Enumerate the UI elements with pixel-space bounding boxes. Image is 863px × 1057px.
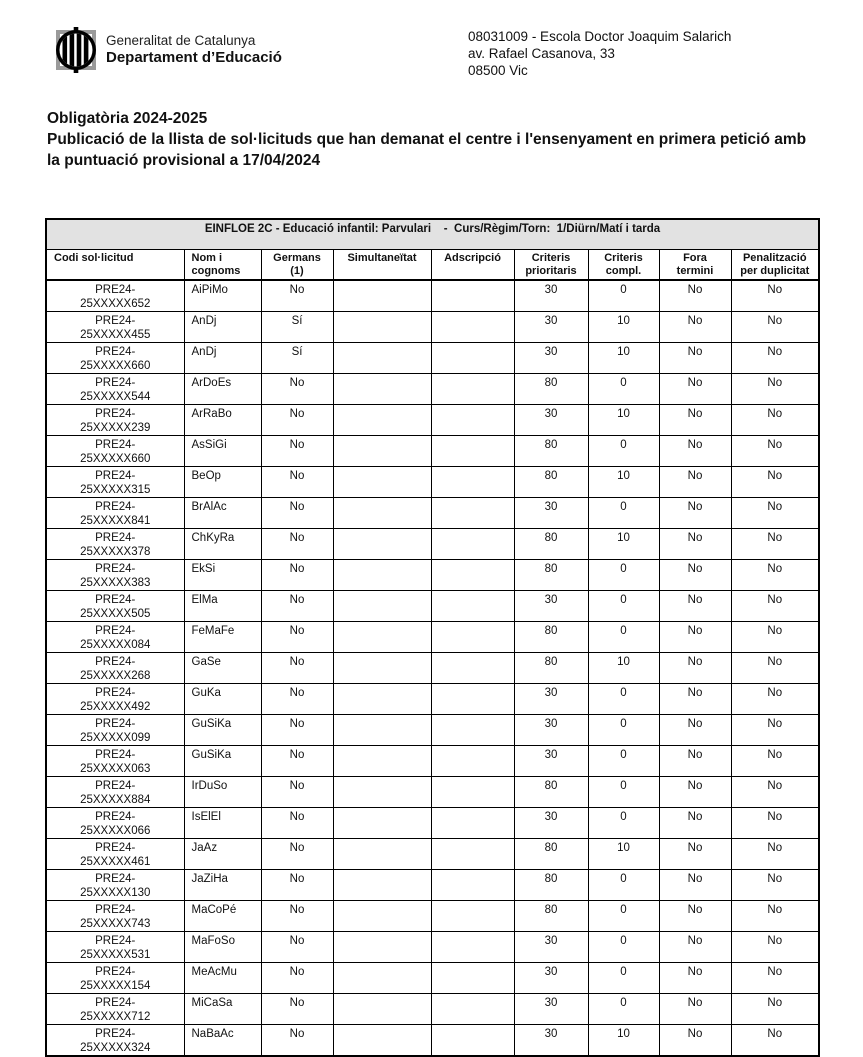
cell-nom: GuKa bbox=[184, 684, 261, 715]
cell-simultaneitat bbox=[333, 653, 431, 684]
cell-criteris_compl: 0 bbox=[588, 963, 659, 994]
column-header-germans: Germans (1) bbox=[261, 250, 333, 281]
table-row bbox=[46, 653, 819, 684]
cell-germans: No bbox=[261, 963, 333, 994]
cell-nom: AnDj bbox=[184, 343, 261, 374]
cell-criteris_compl: 0 bbox=[588, 280, 659, 312]
cell-simultaneitat bbox=[333, 994, 431, 1025]
cell-fora_termini: No bbox=[659, 715, 731, 746]
cell-germans: No bbox=[261, 374, 333, 405]
cell-adscripcio bbox=[431, 591, 514, 622]
cell-codi: PRE24- 25XXXXX324 bbox=[46, 1025, 184, 1057]
cell-simultaneitat bbox=[333, 591, 431, 622]
column-header-criteris_prioritaris: Criteris prioritaris bbox=[514, 250, 588, 281]
cell-nom: AnDj bbox=[184, 312, 261, 343]
table-row bbox=[46, 777, 819, 808]
cell-penalitzacio: No bbox=[731, 715, 819, 746]
cell-adscripcio bbox=[431, 343, 514, 374]
table-row bbox=[46, 839, 819, 870]
cell-fora_termini: No bbox=[659, 746, 731, 777]
table-row bbox=[46, 1025, 819, 1057]
cell-codi: PRE24- 25XXXXX084 bbox=[46, 622, 184, 653]
cell-fora_termini: No bbox=[659, 374, 731, 405]
cell-codi: PRE24- 25XXXXX455 bbox=[46, 312, 184, 343]
table-row bbox=[46, 622, 819, 653]
cell-fora_termini: No bbox=[659, 560, 731, 591]
document-title bbox=[47, 108, 809, 171]
cell-penalitzacio: No bbox=[731, 963, 819, 994]
cell-germans: No bbox=[261, 839, 333, 870]
cell-simultaneitat bbox=[333, 963, 431, 994]
cell-germans: No bbox=[261, 653, 333, 684]
cell-fora_termini: No bbox=[659, 808, 731, 839]
cell-nom: JaAz bbox=[184, 839, 261, 870]
cell-fora_termini: No bbox=[659, 994, 731, 1025]
cell-fora_termini: No bbox=[659, 436, 731, 467]
cell-nom: BrAlAc bbox=[184, 498, 261, 529]
cell-criteris_compl: 0 bbox=[588, 777, 659, 808]
cell-criteris_compl: 10 bbox=[588, 312, 659, 343]
cell-criteris_compl: 0 bbox=[588, 591, 659, 622]
cell-criteris_prioritaris: 30 bbox=[514, 746, 588, 777]
cell-simultaneitat bbox=[333, 529, 431, 560]
cell-penalitzacio: No bbox=[731, 777, 819, 808]
cell-codi: PRE24- 25XXXXX154 bbox=[46, 963, 184, 994]
org-logo-block bbox=[55, 27, 282, 79]
cell-criteris_prioritaris: 30 bbox=[514, 591, 588, 622]
table-row bbox=[46, 498, 819, 529]
cell-penalitzacio: No bbox=[731, 498, 819, 529]
cell-nom: ElMa bbox=[184, 591, 261, 622]
cell-fora_termini: No bbox=[659, 963, 731, 994]
cell-criteris_prioritaris: 80 bbox=[514, 560, 588, 591]
cell-nom: GuSiKa bbox=[184, 715, 261, 746]
cell-adscripcio bbox=[431, 932, 514, 963]
cell-penalitzacio: No bbox=[731, 405, 819, 436]
cell-adscripcio bbox=[431, 498, 514, 529]
cell-criteris_compl: 0 bbox=[588, 808, 659, 839]
cell-criteris_prioritaris: 30 bbox=[514, 808, 588, 839]
edition-title: Obligatòria 2024-2025 bbox=[47, 110, 208, 127]
cell-criteris_compl: 0 bbox=[588, 715, 659, 746]
cell-codi: PRE24- 25XXXXX884 bbox=[46, 777, 184, 808]
cell-codi: PRE24- 25XXXXX099 bbox=[46, 715, 184, 746]
cell-adscripcio bbox=[431, 777, 514, 808]
cell-codi: PRE24- 25XXXXX660 bbox=[46, 343, 184, 374]
table-caption-row bbox=[46, 219, 819, 250]
cell-germans: No bbox=[261, 467, 333, 498]
cell-penalitzacio: No bbox=[731, 467, 819, 498]
cell-simultaneitat bbox=[333, 405, 431, 436]
school-address: av. Rafael Casanova, 33 bbox=[468, 46, 615, 61]
cell-nom: FeMaFe bbox=[184, 622, 261, 653]
cell-simultaneitat bbox=[333, 467, 431, 498]
cell-simultaneitat bbox=[333, 715, 431, 746]
cell-criteris_compl: 10 bbox=[588, 1025, 659, 1057]
cell-adscripcio bbox=[431, 963, 514, 994]
cell-adscripcio bbox=[431, 653, 514, 684]
cell-fora_termini: No bbox=[659, 280, 731, 312]
cell-criteris_prioritaris: 80 bbox=[514, 529, 588, 560]
cell-nom: GuSiKa bbox=[184, 746, 261, 777]
cell-criteris_prioritaris: 80 bbox=[514, 870, 588, 901]
cell-nom: AiPiMo bbox=[184, 280, 261, 312]
table-row bbox=[46, 436, 819, 467]
cell-nom: EkSi bbox=[184, 560, 261, 591]
cell-penalitzacio: No bbox=[731, 839, 819, 870]
cell-adscripcio bbox=[431, 839, 514, 870]
cell-criteris_prioritaris: 30 bbox=[514, 1025, 588, 1057]
school-code-name: 08031009 - Escola Doctor Joaquim Salarich bbox=[468, 29, 732, 44]
cell-criteris_prioritaris: 30 bbox=[514, 498, 588, 529]
cell-adscripcio bbox=[431, 715, 514, 746]
table-row bbox=[46, 591, 819, 622]
cell-codi: PRE24- 25XXXXX841 bbox=[46, 498, 184, 529]
generalitat-logo-icon bbox=[55, 27, 97, 73]
org-department: Departament d’Educació bbox=[106, 49, 282, 66]
table-row bbox=[46, 529, 819, 560]
cell-germans: No bbox=[261, 746, 333, 777]
cell-penalitzacio: No bbox=[731, 436, 819, 467]
cell-criteris_prioritaris: 80 bbox=[514, 467, 588, 498]
cell-germans: No bbox=[261, 1025, 333, 1057]
cell-criteris_compl: 0 bbox=[588, 684, 659, 715]
cell-adscripcio bbox=[431, 280, 514, 312]
table-row bbox=[46, 343, 819, 374]
table-header-row bbox=[46, 250, 819, 281]
cell-codi: PRE24- 25XXXXX492 bbox=[46, 684, 184, 715]
cell-fora_termini: No bbox=[659, 932, 731, 963]
column-header-nom: Nom i cognoms bbox=[184, 250, 261, 281]
cell-germans: No bbox=[261, 808, 333, 839]
cell-criteris_compl: 0 bbox=[588, 870, 659, 901]
cell-germans: Sí bbox=[261, 343, 333, 374]
cell-germans: Sí bbox=[261, 312, 333, 343]
cell-criteris_prioritaris: 30 bbox=[514, 343, 588, 374]
cell-germans: No bbox=[261, 560, 333, 591]
cell-criteris_prioritaris: 30 bbox=[514, 684, 588, 715]
cell-adscripcio bbox=[431, 901, 514, 932]
cell-adscripcio bbox=[431, 436, 514, 467]
table-row bbox=[46, 280, 819, 312]
cell-penalitzacio: No bbox=[731, 932, 819, 963]
cell-criteris_prioritaris: 80 bbox=[514, 777, 588, 808]
cell-germans: No bbox=[261, 529, 333, 560]
cell-criteris_prioritaris: 30 bbox=[514, 963, 588, 994]
cell-adscripcio bbox=[431, 870, 514, 901]
cell-adscripcio bbox=[431, 529, 514, 560]
cell-germans: No bbox=[261, 932, 333, 963]
cell-adscripcio bbox=[431, 312, 514, 343]
table-row bbox=[46, 560, 819, 591]
cell-penalitzacio: No bbox=[731, 746, 819, 777]
cell-germans: No bbox=[261, 715, 333, 746]
cell-criteris_prioritaris: 80 bbox=[514, 374, 588, 405]
cell-codi: PRE24- 25XXXXX531 bbox=[46, 932, 184, 963]
cell-criteris_compl: 10 bbox=[588, 467, 659, 498]
cell-simultaneitat bbox=[333, 343, 431, 374]
cell-penalitzacio: No bbox=[731, 1025, 819, 1057]
cell-fora_termini: No bbox=[659, 1025, 731, 1057]
cell-fora_termini: No bbox=[659, 839, 731, 870]
cell-nom: MiCaSa bbox=[184, 994, 261, 1025]
cell-codi: PRE24- 25XXXXX660 bbox=[46, 436, 184, 467]
cell-simultaneitat bbox=[333, 901, 431, 932]
table-row bbox=[46, 808, 819, 839]
cell-adscripcio bbox=[431, 405, 514, 436]
cell-criteris_compl: 10 bbox=[588, 529, 659, 560]
cell-codi: PRE24- 25XXXXX712 bbox=[46, 994, 184, 1025]
cell-nom: GaSe bbox=[184, 653, 261, 684]
cell-penalitzacio: No bbox=[731, 901, 819, 932]
cell-adscripcio bbox=[431, 374, 514, 405]
cell-germans: No bbox=[261, 622, 333, 653]
cell-criteris_prioritaris: 80 bbox=[514, 839, 588, 870]
cell-criteris_prioritaris: 80 bbox=[514, 653, 588, 684]
cell-penalitzacio: No bbox=[731, 870, 819, 901]
school-info bbox=[468, 27, 818, 79]
column-header-simultaneitat: Simultaneïtat bbox=[333, 250, 431, 281]
cell-fora_termini: No bbox=[659, 622, 731, 653]
cell-adscripcio bbox=[431, 467, 514, 498]
cell-criteris_compl: 0 bbox=[588, 622, 659, 653]
cell-penalitzacio: No bbox=[731, 622, 819, 653]
cell-codi: PRE24- 25XXXXX239 bbox=[46, 405, 184, 436]
cell-criteris_prioritaris: 30 bbox=[514, 312, 588, 343]
org-name: Generalitat de Catalunya bbox=[106, 33, 256, 48]
cell-simultaneitat bbox=[333, 932, 431, 963]
cell-nom: ChKyRa bbox=[184, 529, 261, 560]
cell-codi: PRE24- 25XXXXX743 bbox=[46, 901, 184, 932]
cell-penalitzacio: No bbox=[731, 684, 819, 715]
column-header-penalitzacio: Penalització per duplicitat bbox=[731, 250, 819, 281]
cell-adscripcio bbox=[431, 622, 514, 653]
cell-germans: No bbox=[261, 498, 333, 529]
applications-table bbox=[45, 218, 820, 1057]
org-name-block bbox=[106, 27, 282, 67]
cell-penalitzacio: No bbox=[731, 529, 819, 560]
cell-germans: No bbox=[261, 280, 333, 312]
cell-simultaneitat bbox=[333, 436, 431, 467]
cell-criteris_compl: 10 bbox=[588, 653, 659, 684]
cell-adscripcio bbox=[431, 1025, 514, 1057]
cell-fora_termini: No bbox=[659, 777, 731, 808]
table-row bbox=[46, 870, 819, 901]
cell-penalitzacio: No bbox=[731, 994, 819, 1025]
table-row bbox=[46, 374, 819, 405]
cell-criteris_prioritaris: 30 bbox=[514, 280, 588, 312]
cell-germans: No bbox=[261, 684, 333, 715]
cell-codi: PRE24- 25XXXXX461 bbox=[46, 839, 184, 870]
cell-nom: IsElEl bbox=[184, 808, 261, 839]
cell-penalitzacio: No bbox=[731, 591, 819, 622]
cell-fora_termini: No bbox=[659, 870, 731, 901]
cell-nom: ArDoEs bbox=[184, 374, 261, 405]
cell-criteris_compl: 0 bbox=[588, 932, 659, 963]
table-row bbox=[46, 312, 819, 343]
cell-nom: MaCoPé bbox=[184, 901, 261, 932]
cell-criteris_compl: 10 bbox=[588, 343, 659, 374]
cell-germans: No bbox=[261, 994, 333, 1025]
cell-codi: PRE24- 25XXXXX652 bbox=[46, 280, 184, 312]
cell-adscripcio bbox=[431, 994, 514, 1025]
cell-criteris_prioritaris: 30 bbox=[514, 405, 588, 436]
cell-penalitzacio: No bbox=[731, 343, 819, 374]
cell-penalitzacio: No bbox=[731, 374, 819, 405]
cell-criteris_prioritaris: 80 bbox=[514, 622, 588, 653]
cell-criteris_compl: 10 bbox=[588, 405, 659, 436]
cell-simultaneitat bbox=[333, 1025, 431, 1057]
cell-simultaneitat bbox=[333, 746, 431, 777]
table-row bbox=[46, 994, 819, 1025]
cell-simultaneitat bbox=[333, 777, 431, 808]
cell-fora_termini: No bbox=[659, 684, 731, 715]
cell-codi: PRE24- 25XXXXX315 bbox=[46, 467, 184, 498]
cell-criteris_compl: 0 bbox=[588, 560, 659, 591]
column-header-adscripcio: Adscripció bbox=[431, 250, 514, 281]
cell-criteris_compl: 0 bbox=[588, 436, 659, 467]
cell-fora_termini: No bbox=[659, 653, 731, 684]
cell-criteris_compl: 0 bbox=[588, 374, 659, 405]
cell-penalitzacio: No bbox=[731, 808, 819, 839]
cell-simultaneitat bbox=[333, 312, 431, 343]
cell-criteris_prioritaris: 30 bbox=[514, 715, 588, 746]
table-row bbox=[46, 746, 819, 777]
cell-criteris_prioritaris: 30 bbox=[514, 994, 588, 1025]
cell-simultaneitat bbox=[333, 622, 431, 653]
cell-penalitzacio: No bbox=[731, 312, 819, 343]
cell-simultaneitat bbox=[333, 870, 431, 901]
school-city: 08500 Vic bbox=[468, 63, 528, 78]
cell-criteris_compl: 0 bbox=[588, 746, 659, 777]
cell-nom: AsSiGi bbox=[184, 436, 261, 467]
document-header bbox=[0, 0, 863, 79]
table-row bbox=[46, 932, 819, 963]
table-caption: EINFLOE 2C - Educació infantil: Parvulari - Curs/Règim/Torn: 1/Diürn/Matí i tarda bbox=[46, 219, 819, 250]
cell-codi: PRE24- 25XXXXX268 bbox=[46, 653, 184, 684]
cell-penalitzacio: No bbox=[731, 280, 819, 312]
column-header-codi: Codi sol·licitud bbox=[46, 250, 184, 281]
table-row bbox=[46, 684, 819, 715]
cell-nom: NaBaAc bbox=[184, 1025, 261, 1057]
cell-germans: No bbox=[261, 870, 333, 901]
cell-criteris_compl: 0 bbox=[588, 498, 659, 529]
cell-simultaneitat bbox=[333, 684, 431, 715]
cell-criteris_compl: 0 bbox=[588, 994, 659, 1025]
cell-germans: No bbox=[261, 901, 333, 932]
cell-simultaneitat bbox=[333, 280, 431, 312]
cell-codi: PRE24- 25XXXXX130 bbox=[46, 870, 184, 901]
cell-adscripcio bbox=[431, 684, 514, 715]
cell-adscripcio bbox=[431, 560, 514, 591]
cell-nom: BeOp bbox=[184, 467, 261, 498]
cell-germans: No bbox=[261, 777, 333, 808]
cell-fora_termini: No bbox=[659, 467, 731, 498]
cell-simultaneitat bbox=[333, 839, 431, 870]
cell-germans: No bbox=[261, 436, 333, 467]
table-row bbox=[46, 963, 819, 994]
cell-criteris_prioritaris: 30 bbox=[514, 932, 588, 963]
cell-criteris_compl: 10 bbox=[588, 839, 659, 870]
table-row bbox=[46, 715, 819, 746]
publication-title: Publicació de la llista de sol·licituds que han demanat el centre i l'ensenyament en primera petició amb la puntuació provisional a 17/04/2024 bbox=[47, 131, 807, 169]
cell-fora_termini: No bbox=[659, 312, 731, 343]
cell-nom: MaFoSo bbox=[184, 932, 261, 963]
cell-criteris_prioritaris: 80 bbox=[514, 436, 588, 467]
cell-adscripcio bbox=[431, 746, 514, 777]
cell-penalitzacio: No bbox=[731, 653, 819, 684]
cell-simultaneitat bbox=[333, 560, 431, 591]
cell-fora_termini: No bbox=[659, 498, 731, 529]
cell-fora_termini: No bbox=[659, 343, 731, 374]
cell-adscripcio bbox=[431, 808, 514, 839]
cell-codi: PRE24- 25XXXXX066 bbox=[46, 808, 184, 839]
cell-nom: JaZiHa bbox=[184, 870, 261, 901]
cell-codi: PRE24- 25XXXXX544 bbox=[46, 374, 184, 405]
cell-penalitzacio: No bbox=[731, 560, 819, 591]
table-row bbox=[46, 467, 819, 498]
cell-fora_termini: No bbox=[659, 529, 731, 560]
cell-codi: PRE24- 25XXXXX505 bbox=[46, 591, 184, 622]
cell-fora_termini: No bbox=[659, 405, 731, 436]
column-header-criteris_compl: Criteris compl. bbox=[588, 250, 659, 281]
cell-codi: PRE24- 25XXXXX378 bbox=[46, 529, 184, 560]
table-row bbox=[46, 901, 819, 932]
cell-criteris_compl: 0 bbox=[588, 901, 659, 932]
cell-simultaneitat bbox=[333, 374, 431, 405]
cell-nom: MeAcMu bbox=[184, 963, 261, 994]
cell-simultaneitat bbox=[333, 808, 431, 839]
cell-criteris_prioritaris: 80 bbox=[514, 901, 588, 932]
cell-fora_termini: No bbox=[659, 591, 731, 622]
table-row bbox=[46, 405, 819, 436]
cell-germans: No bbox=[261, 405, 333, 436]
cell-simultaneitat bbox=[333, 498, 431, 529]
cell-germans: No bbox=[261, 591, 333, 622]
cell-codi: PRE24- 25XXXXX383 bbox=[46, 560, 184, 591]
column-header-fora_termini: Fora termini bbox=[659, 250, 731, 281]
cell-nom: IrDuSo bbox=[184, 777, 261, 808]
cell-fora_termini: No bbox=[659, 901, 731, 932]
cell-codi: PRE24- 25XXXXX063 bbox=[46, 746, 184, 777]
cell-nom: ArRaBo bbox=[184, 405, 261, 436]
